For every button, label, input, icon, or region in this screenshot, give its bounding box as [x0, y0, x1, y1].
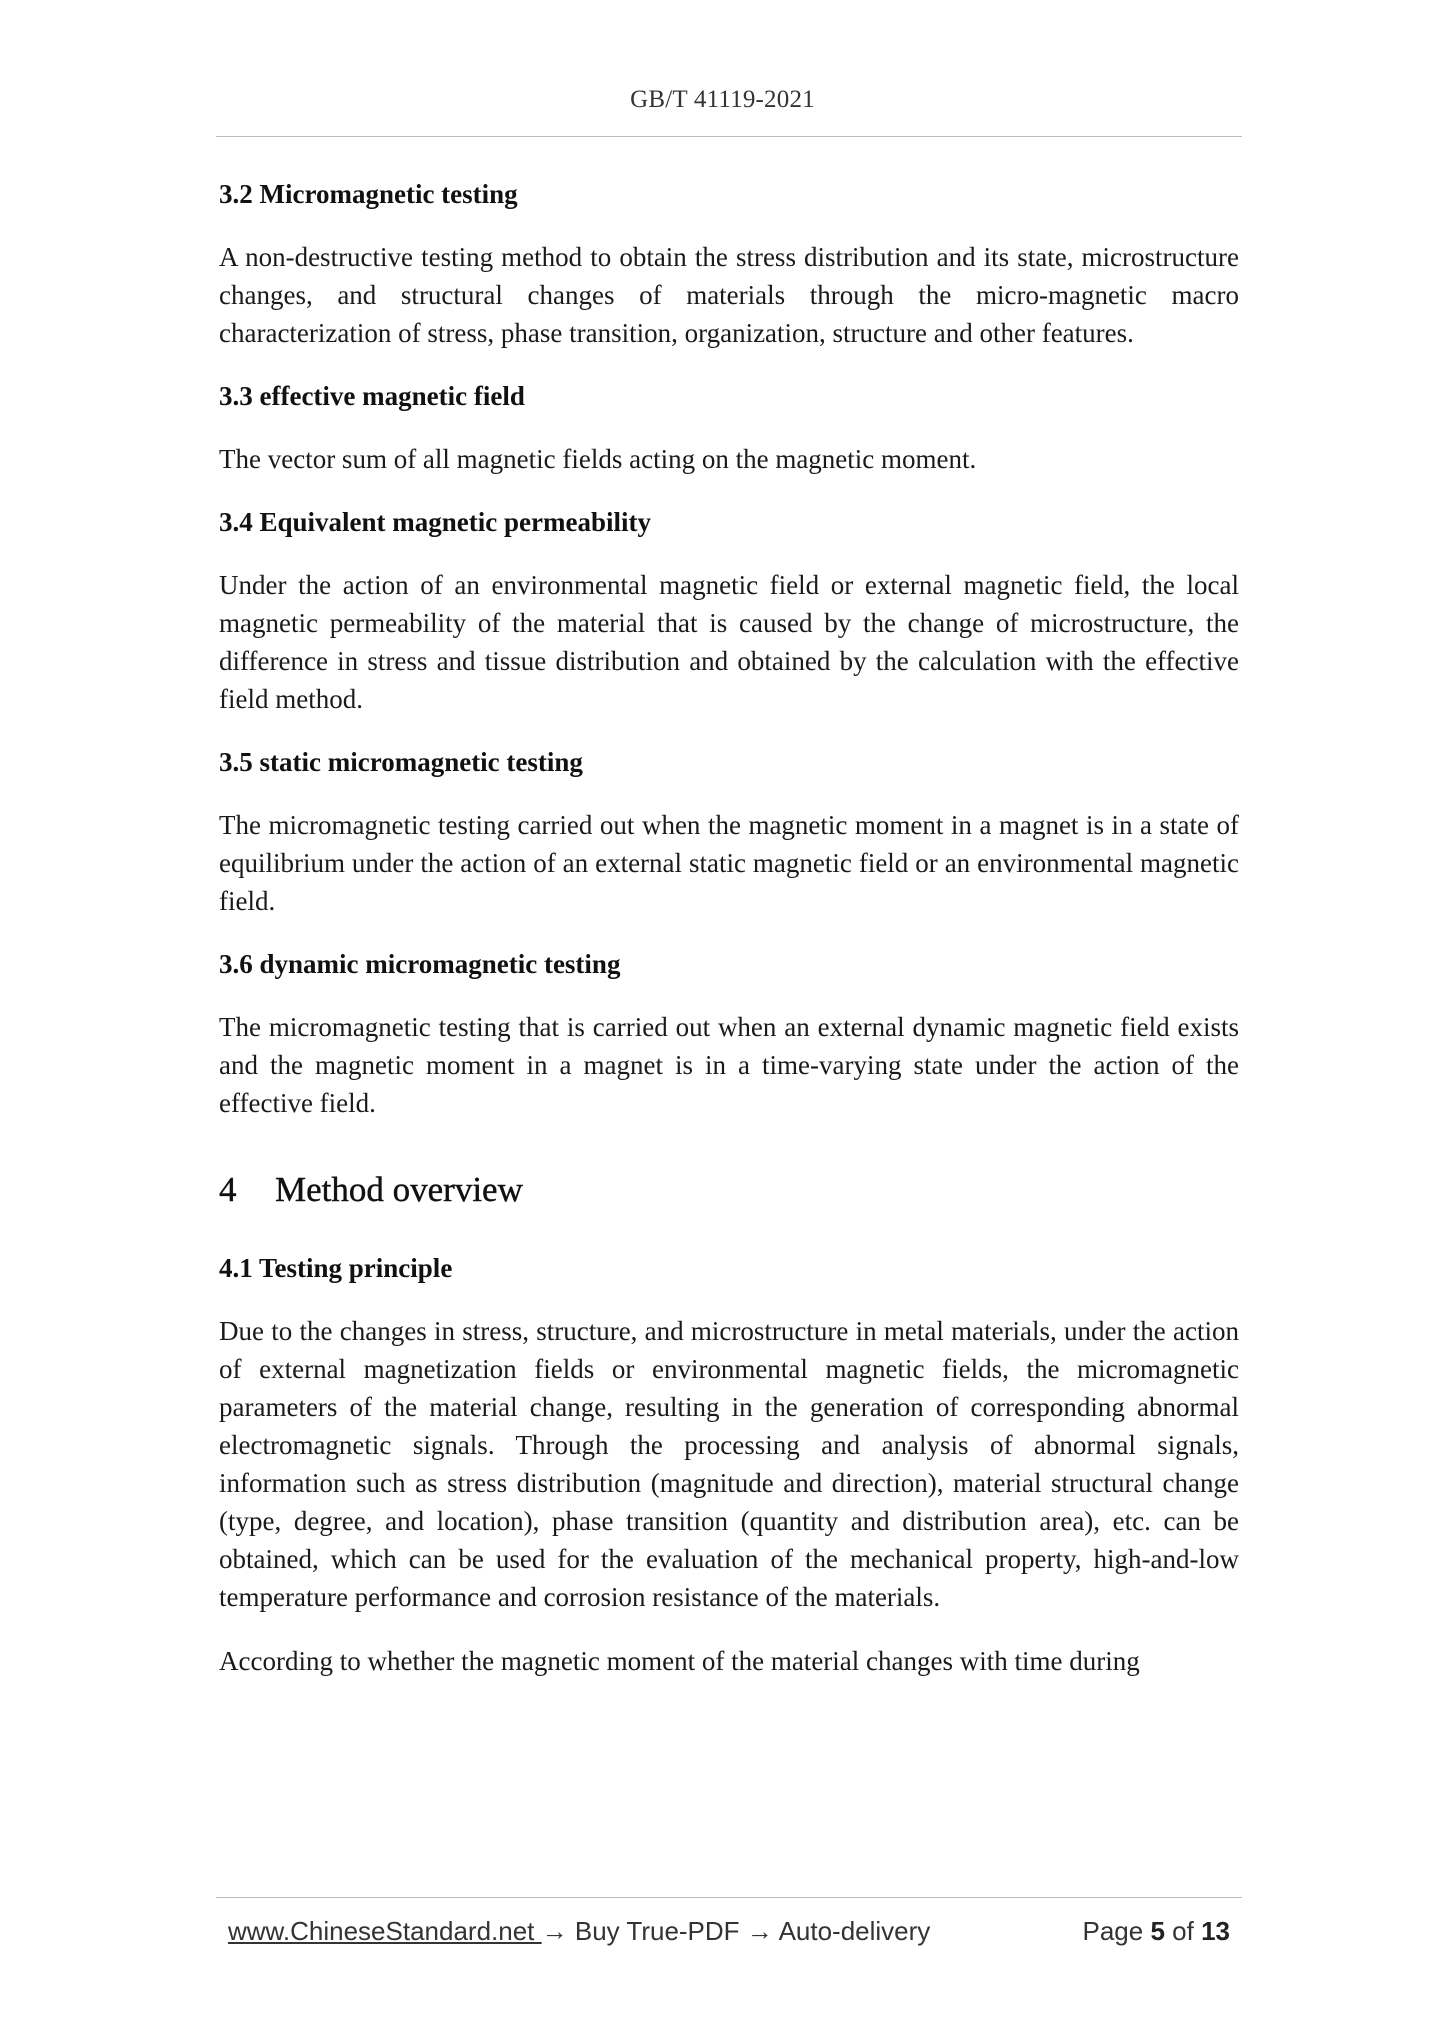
section-4-1-body: Due to the changes in stress, structure, and microstructure in metal materials, under the action of external magnetization fields or environmental magnetic fields, the micromagnetic parameters of the material change, resulting in the generation of corresponding abnormal electromagnetic signals. Through the processing and analysis of abnormal signals, information such as stress distribution (magnitude and direction), material structural change (type, degree, and location), phase transition (quantity and distribution area), etc. can be obtained, which can be used for the evaluation of the mechanical property, high-and-low temperature performance and corrosion resistance of the materials. [219, 1316, 1239, 1612]
section-3-4-heading: 3.4 Equivalent magnetic permeability [219, 507, 651, 537]
section-3-6-body: The micromagnetic testing that is carried out when an external dynamic magnetic field exists and the magnetic moment in a magnet is in a time-varying state under the action of the effective field. [219, 1012, 1239, 1118]
header-divider [216, 136, 1242, 137]
section-4-title: Method overview [275, 1170, 523, 1209]
footer-divider [216, 1897, 1242, 1898]
page-content [219, 176, 1239, 1706]
footer-promo [228, 1916, 930, 1947]
section-3-3-body: The vector sum of all magnetic fields acting on the magnetic moment. [219, 444, 977, 474]
section-3-5-body: The micromagnetic testing carried out when the magnetic moment in a magnet is in a state of equilibrium under the action of an external static magnetic field or an environmental magnetic field. [219, 810, 1239, 916]
header-standard-code: GB/T 41119-2021 [630, 86, 815, 113]
section-3-2-body: A non-destructive testing method to obtain the stress distribution and its state, microstructure changes, and structural changes of materials through the micro-magnetic macro characterization of stress, phase transition, organization, structure and other features. [219, 242, 1239, 348]
page-label: Page [1082, 1916, 1144, 1946]
section-4-heading [219, 1168, 1239, 1212]
section-3-6-heading: 3.6 dynamic micromagnetic testing [219, 949, 621, 979]
page-number [1082, 1916, 1230, 1947]
section-4-1-body-continued: According to whether the magnetic moment of the material changes with time during [219, 1646, 1140, 1676]
section-3-3-heading: 3.3 effective magnetic field [219, 381, 525, 411]
section-4-1-heading: 4.1 Testing principle [219, 1253, 453, 1283]
page-current: 5 [1150, 1916, 1165, 1946]
section-3-4-body: Under the action of an environmental magnetic field or external magnetic field, the local magnetic permeability of the material that is caused by the change of microstructure, the difference in stress and tissue distribution and obtained by the calculation with the effective field method. [219, 570, 1239, 714]
section-3-5-heading: 3.5 static micromagnetic testing [219, 747, 583, 777]
website-link[interactable]: www.ChineseStandard.net [228, 1916, 542, 1946]
section-3-2-heading: 3.2 Micromagnetic testing [219, 179, 518, 209]
section-4-number: 4 [219, 1170, 237, 1209]
page-of-label: of [1172, 1916, 1194, 1946]
page-total: 13 [1201, 1916, 1230, 1946]
footer-promo-text: → Buy True-PDF → Auto-delivery [541, 1916, 931, 1946]
